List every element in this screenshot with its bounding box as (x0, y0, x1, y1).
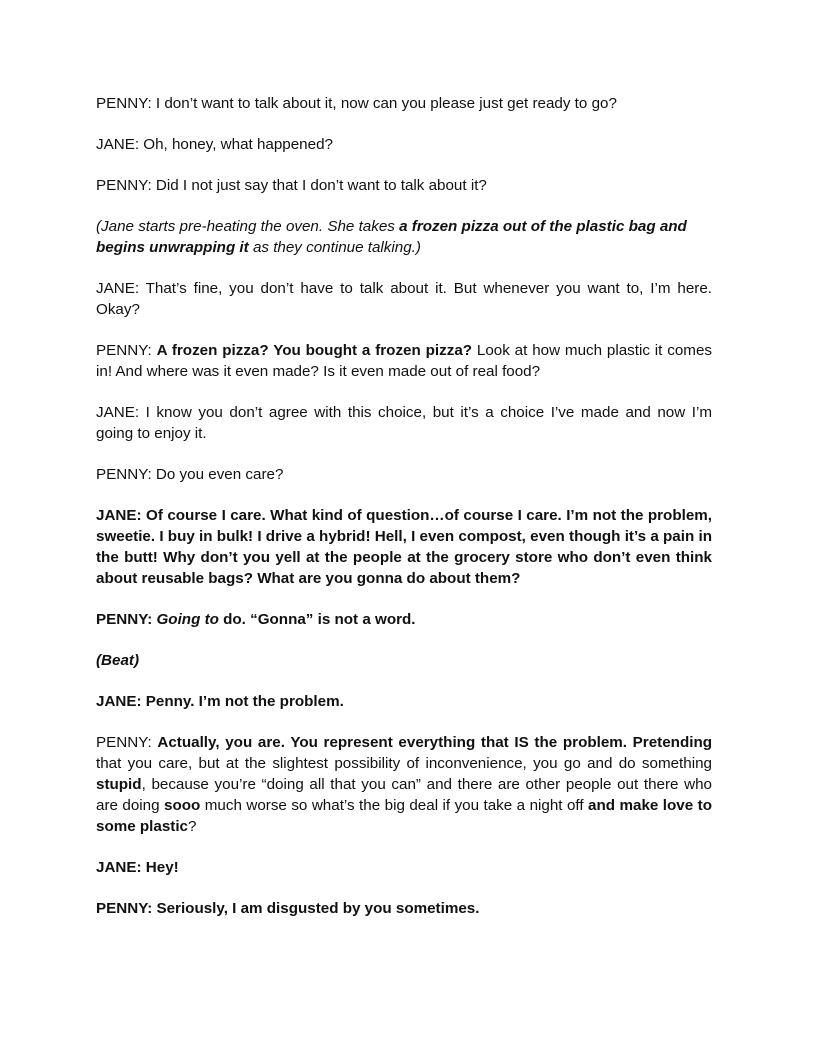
line-text: Look at how much plastic it comes in! And where was it even made? Is it even made out of real food? (96, 342, 712, 380)
line-penny-7: PENNY: Seriously, I am disgusted by you sometimes. (96, 900, 480, 917)
emphasis: A frozen pizza? You bought a frozen pizza? (156, 342, 473, 359)
line-jane-1: JANE: Oh, honey, what happened? (96, 136, 333, 153)
line-jane-4: JANE: Of course I care. What kind of question…of course I care. I’m not the problem, sweetie. I buy in bulk! I drive a hybrid! Hell, I even compost, even though it’s a pain in the butt! Why don’t you yell at the people at the grocery store who don’t even think about reusable bags? What are you gonna do about them? (96, 507, 712, 587)
script-page (96, 93, 712, 939)
stage-direction-part: (Jane starts pre-heating the oven. She takes (96, 218, 400, 235)
speaker: PENNY: (96, 342, 157, 359)
line-text: much worse so what’s the big deal if you take a night off (200, 797, 589, 814)
line-penny-2: PENNY: Did I not just say that I don’t want to talk about it? (96, 177, 487, 194)
line-jane-3: JANE: I know you don’t agree with this choice, but it’s a choice I’ve made and now I’m going to enjoy it. (96, 404, 712, 442)
stage-direction-beat: (Beat) (96, 652, 140, 669)
speaker: PENNY: (96, 611, 157, 628)
line-penny-6 (96, 732, 712, 837)
stage-direction-emphasis: a frozen pizza out of the plastic bag and begins unwrapping it (96, 218, 687, 256)
stage-direction-part: as they continue talking.) (248, 239, 421, 256)
emphasis: Going to (156, 611, 219, 628)
line-penny-5 (96, 609, 712, 630)
emphasis: stupid (96, 776, 142, 793)
stage-direction-oven (96, 216, 712, 258)
line-text: do. “Gonna” is not a word. (218, 611, 416, 628)
line-penny-1: PENNY: I don’t want to talk about it, now can you please just get ready to go? (96, 95, 617, 112)
emphasis: sooo (164, 797, 201, 814)
line-text: , because you’re “doing all that you can” and there are other people out there who are doing (96, 776, 712, 814)
line-jane-5: JANE: Penny. I’m not the problem. (96, 693, 344, 710)
line-jane-2: JANE: That’s fine, you don’t have to talk about it. But whenever you want to, I’m here. Okay? (96, 280, 712, 318)
emphasis: Actually, you are. You represent everything that IS the problem. Pretending (157, 734, 712, 751)
line-jane-6: JANE: Hey! (96, 859, 179, 876)
line-penny-3 (96, 340, 712, 382)
speaker: PENNY: (96, 734, 158, 751)
line-text: that you care, but at the slightest possibility of inconvenience, you go and do something (96, 755, 712, 772)
line-text: ? (188, 818, 197, 835)
emphasis: and make love to some plastic (96, 797, 712, 835)
line-penny-4: PENNY: Do you even care? (96, 466, 284, 483)
